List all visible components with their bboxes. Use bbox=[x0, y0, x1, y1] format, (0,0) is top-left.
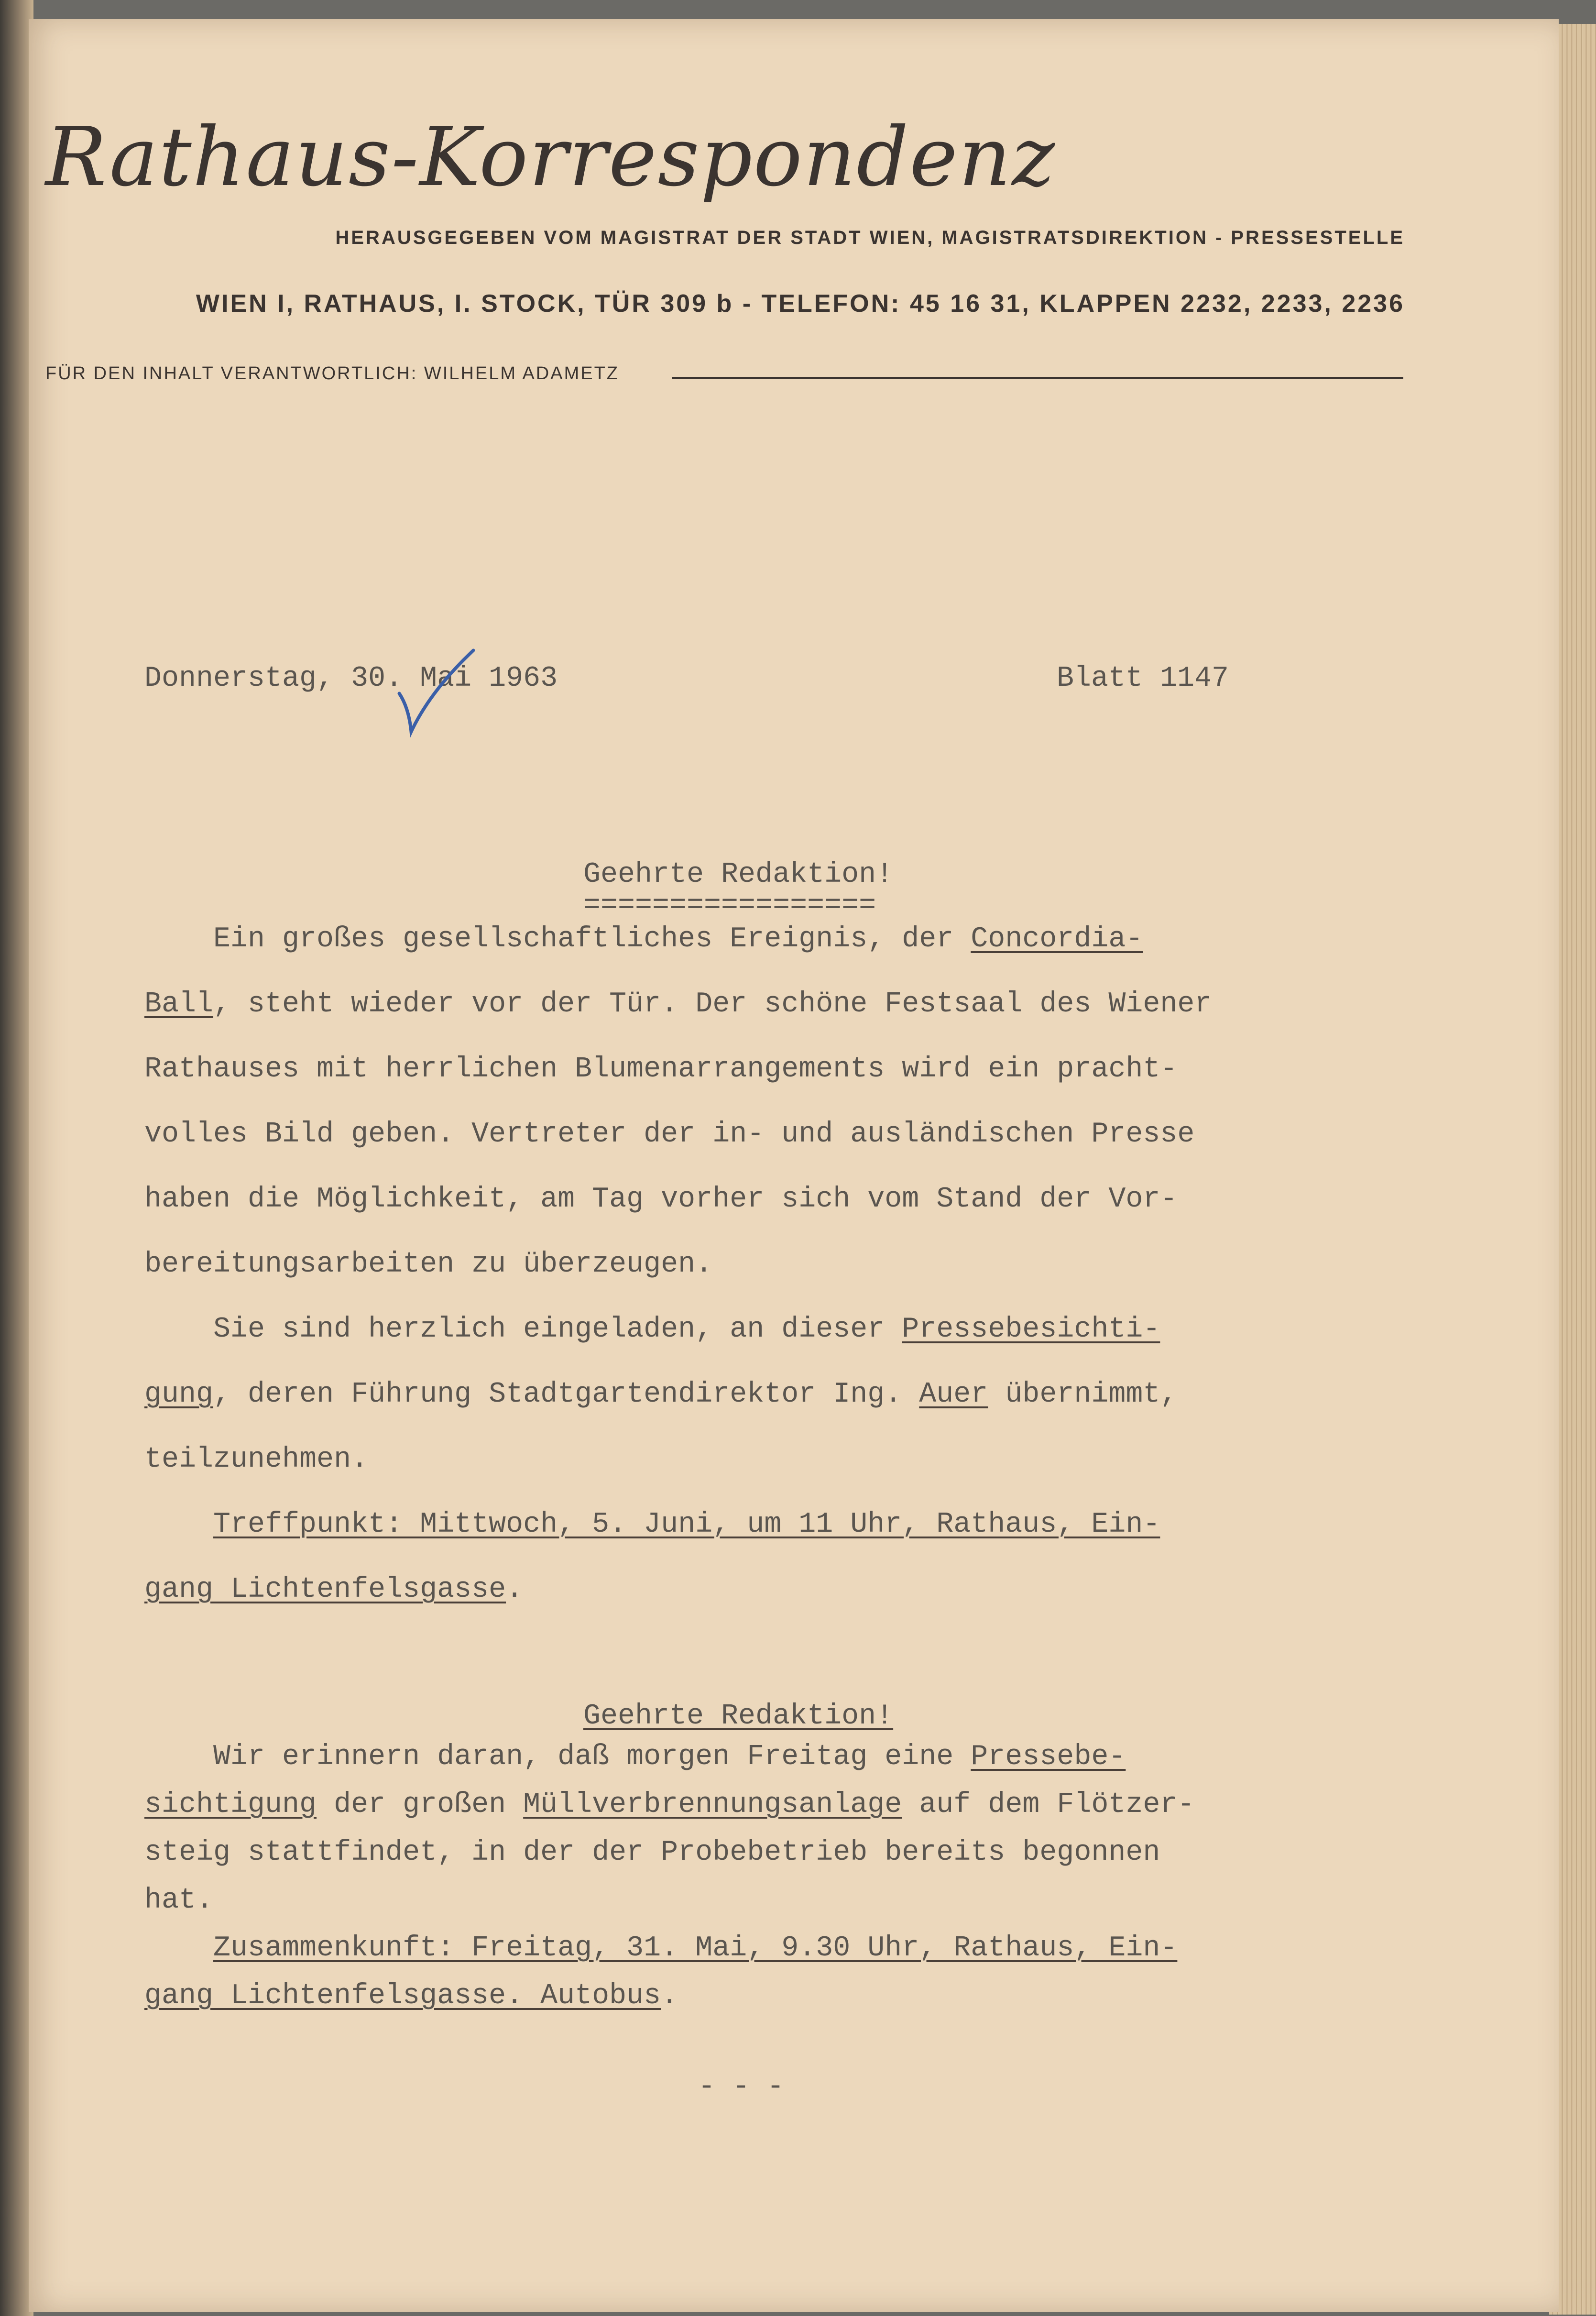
responsible-rule bbox=[672, 377, 1403, 379]
text-line bbox=[144, 1378, 1177, 1411]
text-line bbox=[144, 1313, 1160, 1346]
text-segment: auf dem Flötzer- bbox=[902, 1789, 1195, 1821]
end-mark: - - - bbox=[698, 2071, 785, 2103]
text-segment: gang Lichtenfelsgasse bbox=[144, 1573, 506, 1606]
text-segment: gang Lichtenfelsgasse. Autobus bbox=[144, 1980, 661, 2012]
section1-heading-rule: ================= bbox=[583, 889, 876, 922]
section2-heading: Geehrte Redaktion! bbox=[583, 1700, 894, 1733]
text-segment: bereitungsarbeiten zu überzeugen. bbox=[144, 1248, 713, 1281]
text-line bbox=[144, 1741, 1126, 1773]
text-line bbox=[144, 1789, 1194, 1821]
text-line bbox=[144, 1508, 1160, 1541]
text-segment bbox=[144, 1508, 213, 1541]
text-line bbox=[144, 1932, 1177, 1965]
text-line bbox=[144, 1053, 1177, 1086]
text-segment: Pressebesichti- bbox=[902, 1313, 1160, 1346]
responsible-line: FÜR DEN INHALT VERANTWORTLICH: WILHELM ADAMETZ bbox=[45, 363, 619, 384]
text-line bbox=[144, 1980, 678, 2012]
text-segment: übernimmt, bbox=[988, 1378, 1178, 1411]
text-line bbox=[144, 1884, 213, 1917]
text-line bbox=[144, 923, 1143, 955]
text-segment: . bbox=[661, 1980, 678, 2012]
text-line bbox=[144, 988, 1212, 1021]
text-segment: steig stattfindet, in der der Probebetrieb bereits begonnen bbox=[144, 1836, 1160, 1869]
text-segment: Wir erinnern daran, daß morgen Freitag eine bbox=[144, 1741, 971, 1773]
text-segment: Ball bbox=[144, 988, 214, 1021]
publisher-line: HERAUSGEGEBEN VOM MAGISTRAT DER STADT WIEN, MAGISTRATSDIREKTION - PRESSESTELLE bbox=[335, 227, 1405, 248]
text-segment: Pressebe- bbox=[971, 1741, 1126, 1773]
text-line bbox=[144, 1118, 1194, 1151]
text-segment: Concordia- bbox=[971, 923, 1143, 955]
text-segment: Auer bbox=[919, 1378, 988, 1411]
text-segment: , deren Führung Stadtgartendirektor Ing. bbox=[213, 1378, 919, 1411]
text-line bbox=[144, 1836, 1160, 1869]
text-line bbox=[144, 1573, 523, 1606]
text-line bbox=[144, 1183, 1177, 1216]
text-segment: sichtigung bbox=[144, 1789, 317, 1821]
address-line: WIEN I, RATHAUS, I. STOCK, TÜR 309 b - TELEFON: 45 16 31, KLAPPEN 2232, 2233, 2236 bbox=[196, 290, 1405, 318]
text-segment: teilzunehmen. bbox=[144, 1443, 369, 1476]
text-segment: Rathauses mit herrlichen Blumenarrangements wird ein pracht- bbox=[144, 1053, 1178, 1086]
text-segment: gung bbox=[144, 1378, 214, 1411]
text-line bbox=[144, 1443, 368, 1476]
text-line bbox=[144, 1248, 712, 1281]
text-segment: der großen bbox=[317, 1789, 524, 1821]
text-segment: , steht wieder vor der Tür. Der schöne Festsaal des Wiener bbox=[213, 988, 1212, 1021]
text-segment: volles Bild geben. Vertreter der in- und ausländischen Presse bbox=[144, 1118, 1195, 1151]
masthead-title: Rathaus-Korrespondenz bbox=[45, 110, 1056, 205]
text-segment: Ein großes gesellschaftliches Ereignis, der bbox=[144, 923, 971, 955]
text-segment: . bbox=[506, 1573, 524, 1606]
text-segment bbox=[144, 1932, 213, 1965]
date-line: Donnerstag, 30. Mai 1963 bbox=[144, 662, 558, 695]
text-segment: hat. bbox=[144, 1884, 214, 1917]
sheet-number: Blatt 1147 bbox=[1057, 662, 1229, 695]
section1-heading: Geehrte Redaktion! bbox=[583, 858, 894, 891]
text-segment: haben die Möglichkeit, am Tag vorher sich vom Stand der Vor- bbox=[144, 1183, 1178, 1216]
text-segment: Müllverbrennungsanlage bbox=[523, 1789, 902, 1821]
handwritten-check-icon bbox=[397, 648, 478, 744]
text-segment: Treffpunkt: Mittwoch, 5. Juni, um 11 Uhr, Rathaus, Ein- bbox=[213, 1508, 1160, 1541]
text-segment: Zusammenkunft: Freitag, 31. Mai, 9.30 Uhr, Rathaus, Ein- bbox=[213, 1932, 1178, 1965]
text-segment: Sie sind herzlich eingeladen, an dieser bbox=[144, 1313, 902, 1346]
